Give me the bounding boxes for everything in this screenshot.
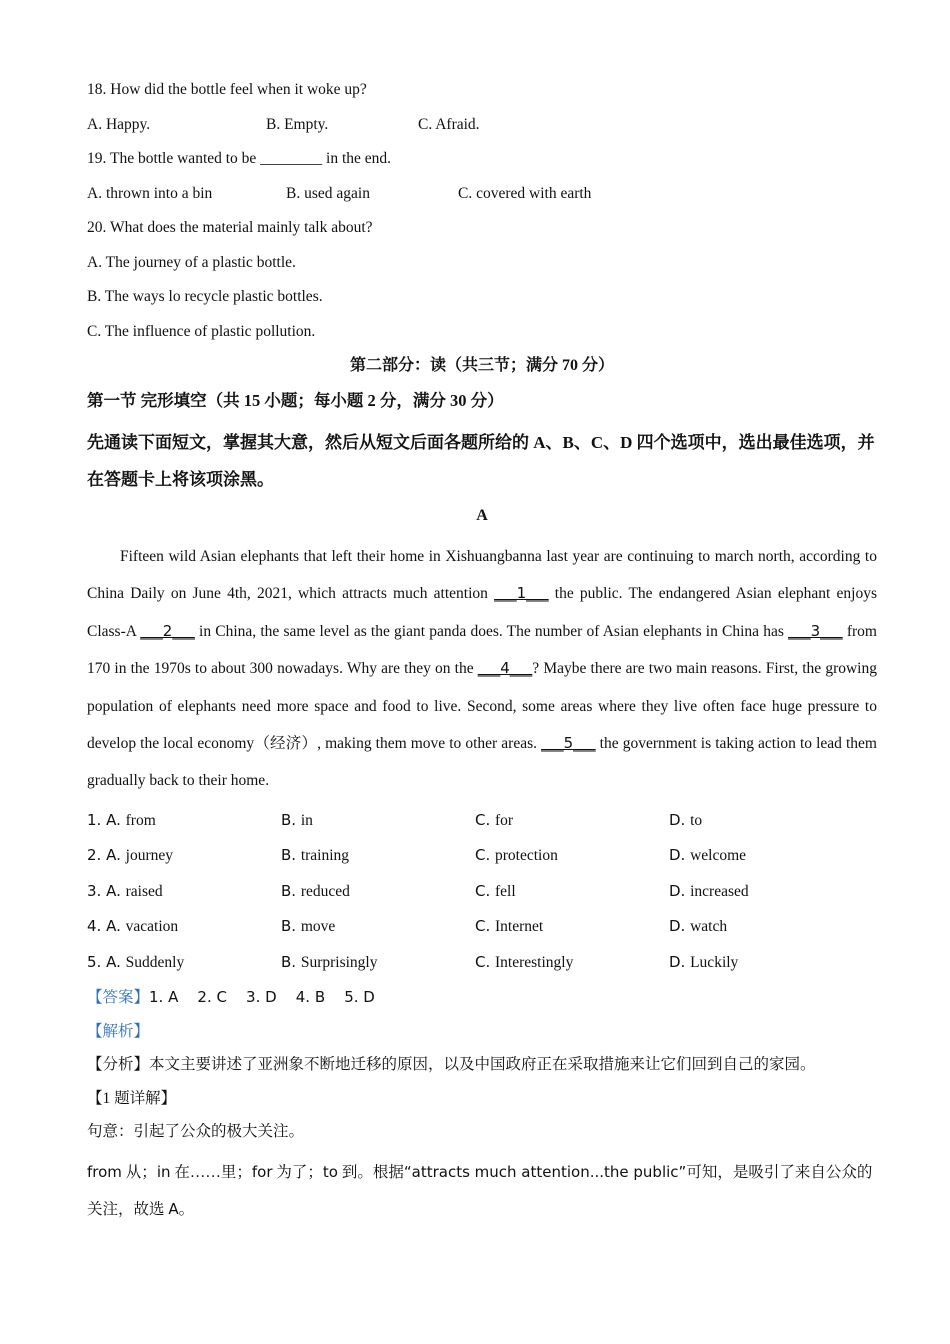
option-letter: C.	[475, 881, 496, 900]
option-letter: C.	[475, 917, 496, 936]
option-letter: D.	[669, 952, 691, 971]
gloss: 从；	[121, 1163, 157, 1181]
option-letter: D.	[669, 846, 691, 865]
option-text: Internet	[495, 918, 544, 936]
option: C. Afraid.	[418, 115, 480, 133]
option-text: reduced	[300, 882, 350, 900]
question-20-stem: 20. What does the material mainly talk about?	[87, 219, 373, 236]
blank-3: ___3___	[788, 621, 843, 640]
question-number: 5.	[87, 952, 107, 971]
option-text: Interestingly	[495, 953, 574, 971]
section-title: 第一节 完形填空（共 15 小题；每小题 2 分，满分 30 分）	[87, 391, 504, 410]
question-number: 3.	[87, 881, 107, 900]
option-text: welcome	[690, 847, 747, 865]
cloze-question-4	[87, 914, 877, 939]
cloze-question-2	[87, 843, 877, 868]
blank-4: ___4___	[477, 659, 533, 678]
option-letter: B.	[281, 952, 301, 971]
question-19-stem: 19. The bottle wanted to be ________ in the end.	[87, 150, 392, 167]
option-text: training	[300, 847, 350, 865]
document-page	[87, 78, 877, 1228]
option-text: in	[300, 811, 313, 829]
passage-text	[87, 538, 877, 800]
answer-line	[87, 985, 877, 1010]
q1-meaning: 句意：引起了公众的极大关注。	[87, 1123, 305, 1141]
option-letter: D.	[669, 917, 691, 936]
cloze-question-1	[87, 808, 877, 833]
option-text: move	[300, 918, 336, 936]
question-18-options	[87, 113, 877, 137]
word: from	[87, 1162, 122, 1181]
option-letter: A.	[106, 810, 126, 829]
option-text: Surprisingly	[300, 953, 378, 971]
option: B. The ways lo recycle plastic bottles.	[87, 288, 323, 305]
option-letter: C.	[475, 846, 496, 865]
word: to	[322, 1162, 338, 1181]
option: A. Happy.	[87, 115, 151, 133]
option-letter: C.	[475, 952, 496, 971]
gloss: 在……里；	[170, 1163, 252, 1181]
passage-segment: in China, the same level as the giant panda does. The number of Asian elephants in China has	[194, 622, 789, 640]
option: A. The journey of a plastic bottle.	[87, 253, 296, 271]
option-letter: D.	[669, 810, 691, 829]
option-letter: A.	[106, 952, 126, 971]
quote: “attracts much attention...the public”	[403, 1162, 687, 1181]
option-text: for	[495, 811, 514, 829]
option-letter: B.	[281, 846, 301, 865]
option-letter: B.	[281, 917, 301, 936]
option: A. thrown into a bin	[87, 184, 213, 202]
passage-segment: from 170 in the 1970s to about 300 nowadays. Why are they on the	[87, 622, 877, 678]
blank-2: ___2___	[140, 621, 195, 640]
blank-5: ___5___	[541, 734, 596, 753]
option-letter: B.	[281, 881, 301, 900]
option: C. covered with earth	[458, 184, 592, 202]
option-letter: B.	[281, 810, 301, 829]
cloze-question-3	[87, 879, 877, 904]
q1-detail-tag: 【1 题详解】	[87, 1089, 177, 1107]
passage-segment: Fifteen wild Asian elephants that left their home in Xishuangbanna last year are continuing to march north, according to China Daily on June 4th, 2021, which attracts much attention	[87, 548, 877, 603]
option-letter: A.	[106, 881, 126, 900]
part-title: 第二部分：读（共三节；满分 70 分）	[349, 357, 614, 374]
question-number: 4.	[87, 917, 107, 936]
question-18-stem: 18. How did the bottle feel when it woke up?	[87, 81, 367, 98]
gloss: 到。根据	[337, 1163, 404, 1181]
option-text: to	[690, 811, 703, 829]
option-text: journey	[125, 847, 173, 865]
option-text: Suddenly	[125, 953, 185, 971]
cloze-question-5	[87, 950, 877, 975]
word: in	[156, 1162, 171, 1181]
option: C. The influence of plastic pollution.	[87, 322, 316, 340]
blank-1: ___1___	[494, 584, 549, 603]
option-letter: A.	[106, 846, 126, 865]
summary-text: 本文主要讲述了亚洲象不断地迁移的原因，以及中国政府正在采取措施来让它们回到自己的家园。	[149, 1056, 816, 1074]
punctuation: 。	[178, 1200, 195, 1218]
answer-text: 1. A 2. C 3. D 4. B 5. D	[149, 988, 375, 1007]
question-number: 2.	[87, 846, 107, 865]
question-19-options	[87, 182, 877, 206]
choice: A	[168, 1199, 179, 1218]
option-text: increased	[690, 882, 749, 900]
answer-tag: 【答案】	[87, 989, 150, 1007]
option-letter: A.	[106, 917, 126, 936]
analysis-line	[87, 1020, 877, 1044]
word: for	[251, 1162, 273, 1181]
passage-segment: the public. The endangered Asian elephant enjoys Class-A	[87, 585, 877, 640]
option-text: watch	[690, 918, 728, 936]
summary-tag: 【分析】	[87, 1056, 150, 1074]
option-letter: D.	[669, 881, 691, 900]
q1-explanation	[87, 1154, 877, 1228]
option-text: from	[125, 811, 156, 829]
instruction: 先通读下面短文，掌握其大意，然后从短文后面各题所给的 A、B、C、D 四个选项中，选出最佳选项，并在答题卡上将该项涂黑。	[87, 433, 875, 489]
option: B. Empty.	[266, 115, 329, 133]
option-text: vacation	[125, 918, 179, 936]
option-text: Luckily	[690, 953, 739, 971]
option: B. used again	[286, 184, 370, 202]
analysis-tag: 【解析】	[87, 1022, 150, 1040]
conclusion: 可知，是吸引了来自公众的关注，故选	[87, 1163, 873, 1218]
option-text: fell	[495, 882, 516, 900]
option-text: protection	[495, 847, 558, 865]
question-number: 1.	[87, 810, 107, 829]
passage-segment: the government is taking action to lead them gradually back to their home.	[87, 735, 877, 790]
summary-line	[87, 1053, 877, 1077]
option-letter: C.	[475, 810, 496, 829]
option-text: raised	[125, 882, 163, 900]
passage-label: A	[476, 507, 488, 524]
passage-segment: ? Maybe there are two main reasons. First, the growing population of elephants need more space and food to live. Second, some areas where they live often face huge pressure to develop the local economy（经济）, making them move to other areas.	[87, 660, 877, 753]
gloss: 为了；	[272, 1163, 323, 1181]
